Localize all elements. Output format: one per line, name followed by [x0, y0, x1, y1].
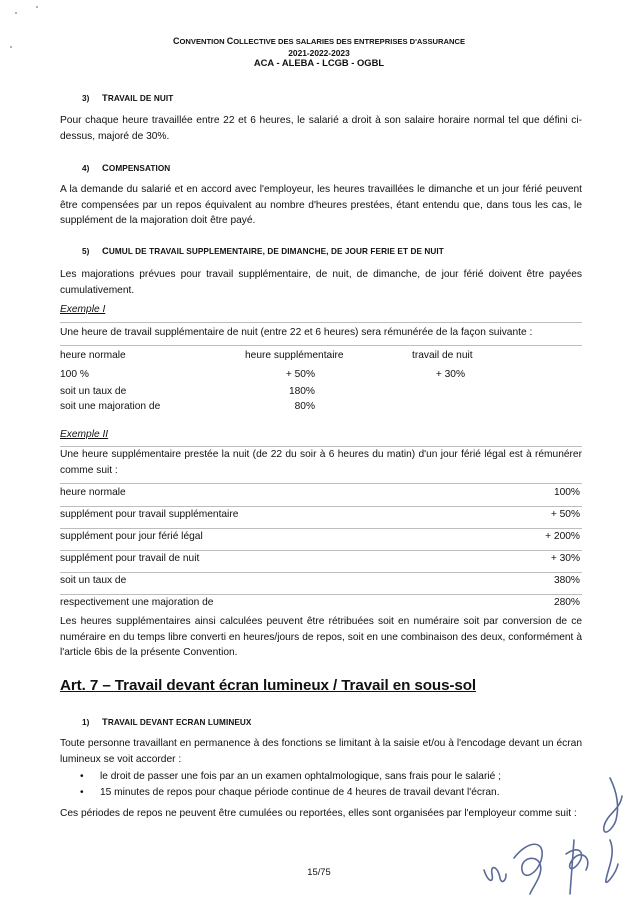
example-2-label: supplément pour travail supplémentaire [60, 509, 239, 520]
section-heading-compensation: 4) COMPENSATION [82, 162, 171, 173]
paragraph-cumul: Les majorations prévues pour travail supplémentaire, de nuit, de dimanche, de jour férié doivent être payées cumulativement. [60, 269, 582, 296]
header-line-1: CONVENTION COLLECTIVE DES SALARIES DES ENTREPRISES D'ASSURANCE [172, 36, 466, 46]
list-item-text: le droit de passer une fois par an un examen ophtalmologique, sans frais pour le salarié ; [100, 771, 501, 782]
example-2-label: supplément pour travail de nuit [60, 553, 200, 564]
example-1-header: travail de nuit [412, 350, 473, 361]
divider [60, 483, 582, 484]
paragraph-night-work: Pour chaque heure travaillée entre 22 et 6 heures, le salarié a droit à son salaire horaire normal tel que défini ci-dessus, majoré de 30%. [60, 115, 582, 142]
example-2-value: 380% [553, 575, 580, 586]
paragraph-compensation: A la demande du salarié et en accord avec l'employeur, les heures travaillées le dimanche et un jour férié peuvent être compensées par un repos équivalent au nombre d'heures prestées, étant entendu que, dans tous les cas, le supplément de la majoration doit être payé. [60, 184, 582, 226]
example-1-header: heure supplémentaire [245, 350, 344, 361]
example-2-value: 100% [553, 487, 580, 498]
example-2-intro: Une heure supplémentaire prestée la nuit (de 22 du soir à 6 heures du matin) d'un jour férié légal est à rémunérer comme suit : [60, 449, 582, 476]
example-1-cell: 100 % [60, 369, 89, 380]
document-header [0, 36, 638, 69]
divider [60, 594, 582, 595]
divider [60, 572, 582, 573]
bullet-icon: • [80, 787, 84, 798]
bullet-icon: • [80, 771, 84, 782]
scan-speck [36, 6, 38, 8]
example-2-title: Exemple II [60, 429, 109, 440]
example-1-cell: soit une majoration de [60, 401, 161, 412]
handwritten-initials-signature [470, 770, 630, 900]
paragraph-screen-work: Toute personne travaillant en permanence à des fonctions se limitant à la saisie et/ou à l'encodage devant un écran lumineux se voit accorder : [60, 738, 582, 765]
paragraph-rest-periods: Ces périodes de repos ne peuvent être cumulées ou reportées, elles sont organisées par l'employeur comme suit : [60, 808, 577, 819]
divider [60, 550, 582, 551]
example-1-cell: + 50% [285, 369, 315, 380]
list-item-text: 15 minutes de repos pour chaque période continue de 4 heures de travail devant l'écran. [100, 787, 500, 798]
divider [60, 345, 582, 346]
divider [60, 506, 582, 507]
example-2-value: + 30% [550, 553, 580, 564]
example-1-cell: 180% [288, 386, 315, 397]
header-line-3: ACA - ALEBA - LCGB - OGBL [253, 57, 385, 68]
example-2-label: respectivement une majoration de [60, 597, 214, 608]
section-heading-cumul: 5) CUMUL DE TRAVAIL SUPPLEMENTAIRE, DE DIMANCHE, DE JOUR FERIE ET DE NUIT [82, 245, 444, 256]
example-2-value: + 200% [545, 531, 580, 542]
example-1-cell: 80% [294, 401, 315, 412]
page-number: 15/75 [307, 866, 331, 877]
example-2-value: 280% [553, 597, 580, 608]
example-1-title: Exemple I [60, 304, 106, 315]
divider [60, 528, 582, 529]
example-2-value: + 50% [550, 509, 580, 520]
section-heading-night-work: 3) TRAVAIL DE NUIT [82, 92, 174, 103]
example-2-label: supplément pour jour férié légal [60, 531, 203, 542]
example-2-closing: Les heures supplémentaires ainsi calculées peuvent être rétribuées soit en numéraire soit par conversion de ce numéraire en du temps libre converti en heures/jours de repos, soit en une combinaison des deux, conformément à l'article 6bis de la présente Convention. [60, 616, 582, 658]
scan-speck [15, 12, 17, 14]
article-7-title: Art. 7 – Travail devant écran lumineux / Travail en sous-sol [60, 677, 477, 694]
example-1-cell: + 30% [435, 369, 465, 380]
example-2-label: soit un taux de [60, 575, 127, 586]
example-1-intro: Une heure de travail supplémentaire de nuit (entre 22 et 6 heures) sera rémunérée de la façon suivante : [60, 327, 533, 338]
example-1-cell: soit un taux de [60, 386, 127, 397]
header-line-2: 2021-2022-2023 [288, 47, 350, 58]
divider [60, 322, 582, 323]
section-heading-screen-work: 1) TRAVAIL DEVANT ECRAN LUMINEUX [82, 716, 252, 727]
example-2-label: heure normale [60, 487, 126, 498]
example-1-header: heure normale [60, 350, 126, 361]
